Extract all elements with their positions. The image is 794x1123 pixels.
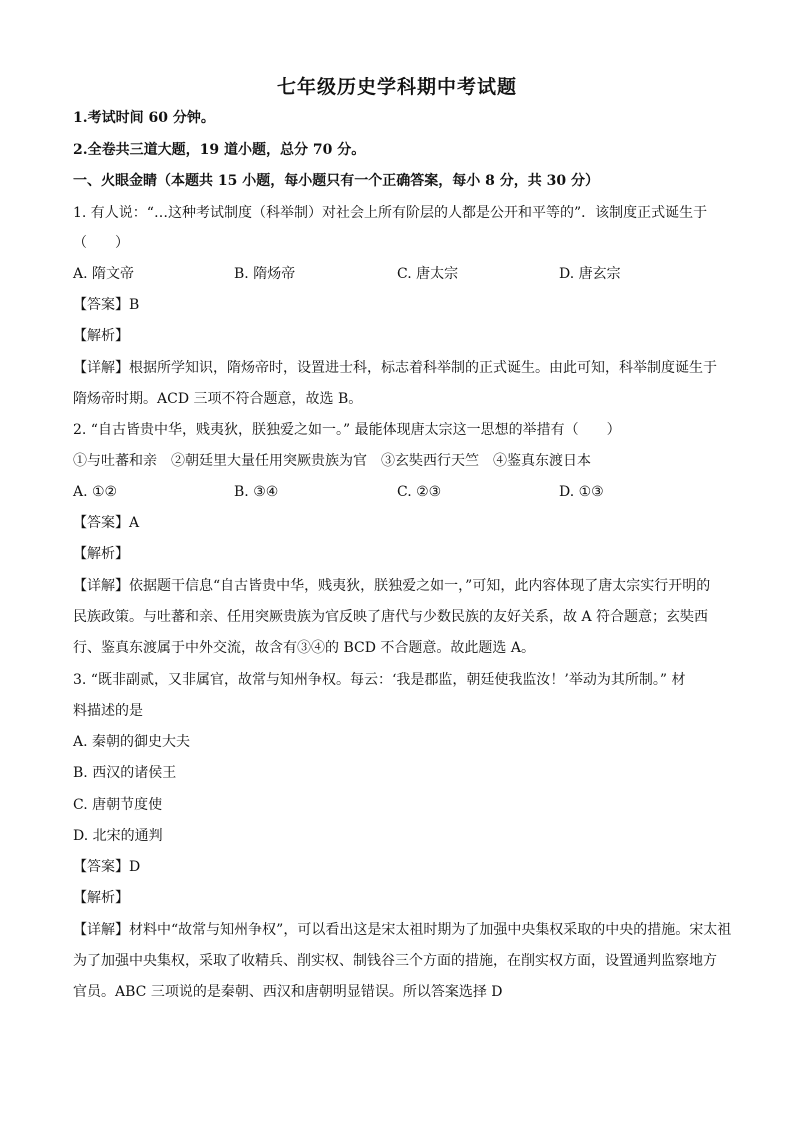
- q1-answer: 【答案】B: [73, 297, 140, 313]
- q3-stem-line2: 料描述的是: [73, 703, 143, 719]
- q1-detail-line1: 【详解】根据所学知识，隋炀帝时，设置进士科，标志着科举制的正式诞生。由此可知，科举制度诞生于: [73, 360, 717, 376]
- q1-stem-line1: 1. 有人说：“…这种考试制度（科举制）对社会上所有阶层的人都是公开和平等的”．该制度正式诞生于: [73, 205, 708, 221]
- q1-option-d: D. 唐玄宗: [559, 266, 621, 282]
- q2-stem-line2: ①与吐蕃和亲 ②朝廷里大量任用突厥贵族为官 ③玄奘西行天竺 ④鉴真东渡日本: [73, 453, 591, 469]
- q1-option-a: A. 隋文帝: [73, 266, 135, 282]
- q2-detail-line2: 民族政策。与吐蕃和亲、任用突厥贵族为官反映了唐代与少数民族的友好关系，故 A 符合题意；玄奘西: [73, 609, 709, 625]
- q2-analysis-label: 【解析】: [73, 546, 129, 562]
- q3-option-c: C. 唐朝节度使: [73, 797, 163, 813]
- q1-stem-line2: （ ）: [73, 235, 129, 251]
- q1-analysis-label: 【解析】: [73, 328, 129, 344]
- q1-detail-line2: 隋炀帝时期。ACD 三项不符合题意，故选 B。: [73, 391, 363, 407]
- q3-stem-line1: 3. “既非副贰，又非属官，故常与知州争权。每云：‘我是郡监，朝廷使我监汝！’举动为其所制。” 材: [73, 672, 686, 688]
- q2-answer: 【答案】A: [73, 515, 140, 531]
- exam-note-2: 2.全卷共三道大题，19 道小题，总分 70 分。: [73, 142, 366, 158]
- q3-detail-line3: 官员。ABC 三项说的是秦朝、西汉和唐朝明显错误。所以答案选择 D: [73, 984, 503, 1000]
- q2-detail-line1: 【详解】依据题干信息“自古皆贵中华，贱夷狄，朕独爱之如一，”可知，此内容体现了唐太宗实行开明的: [73, 578, 711, 594]
- q3-option-a: A. 秦朝的御史大夫: [73, 734, 191, 750]
- exam-note-1: 1.考试时间 60 分钟。: [73, 110, 215, 126]
- q1-option-c: C. 唐太宗: [397, 266, 459, 282]
- q2-option-c: C. ②③: [397, 484, 442, 500]
- q1-option-b: B. 隋炀帝: [234, 266, 296, 282]
- q2-stem-line1: 2. “自古皆贵中华，贱夷狄，朕独爱之如一。” 最能体现唐太宗这一思想的举措有（ ）: [73, 422, 621, 438]
- page-title: 七年级历史学科期中考试题: [276, 76, 517, 98]
- q3-option-b: B. 西汉的诸侯王: [73, 765, 177, 781]
- q2-option-d: D. ①③: [559, 484, 604, 500]
- q3-detail-line2: 为了加强中央集权，采取了收精兵、削实权、制钱谷三个方面的措施，在削实权方面，设置通判监察地方: [73, 953, 717, 969]
- q2-option-a: A. ①②: [73, 484, 118, 500]
- q3-option-d: D. 北宋的通判: [73, 828, 163, 844]
- q2-option-b: B. ③④: [234, 484, 279, 500]
- q3-answer: 【答案】D: [73, 859, 141, 875]
- section-heading: 一、火眼金睛（本题共 15 小题，每小题只有一个正确答案，每小 8 分，共 30 分）: [73, 173, 599, 189]
- q3-detail-line1: 【详解】材料中“故常与知州争权”，可以看出这是宋太祖时期为了加强中央集权采取的中央的措施。宋太祖: [73, 922, 732, 938]
- q3-analysis-label: 【解析】: [73, 890, 129, 906]
- q2-detail-line3: 行、鉴真东渡属于中外交流，故含有③④的 BCD 不合题意。故此题选 A。: [73, 640, 535, 656]
